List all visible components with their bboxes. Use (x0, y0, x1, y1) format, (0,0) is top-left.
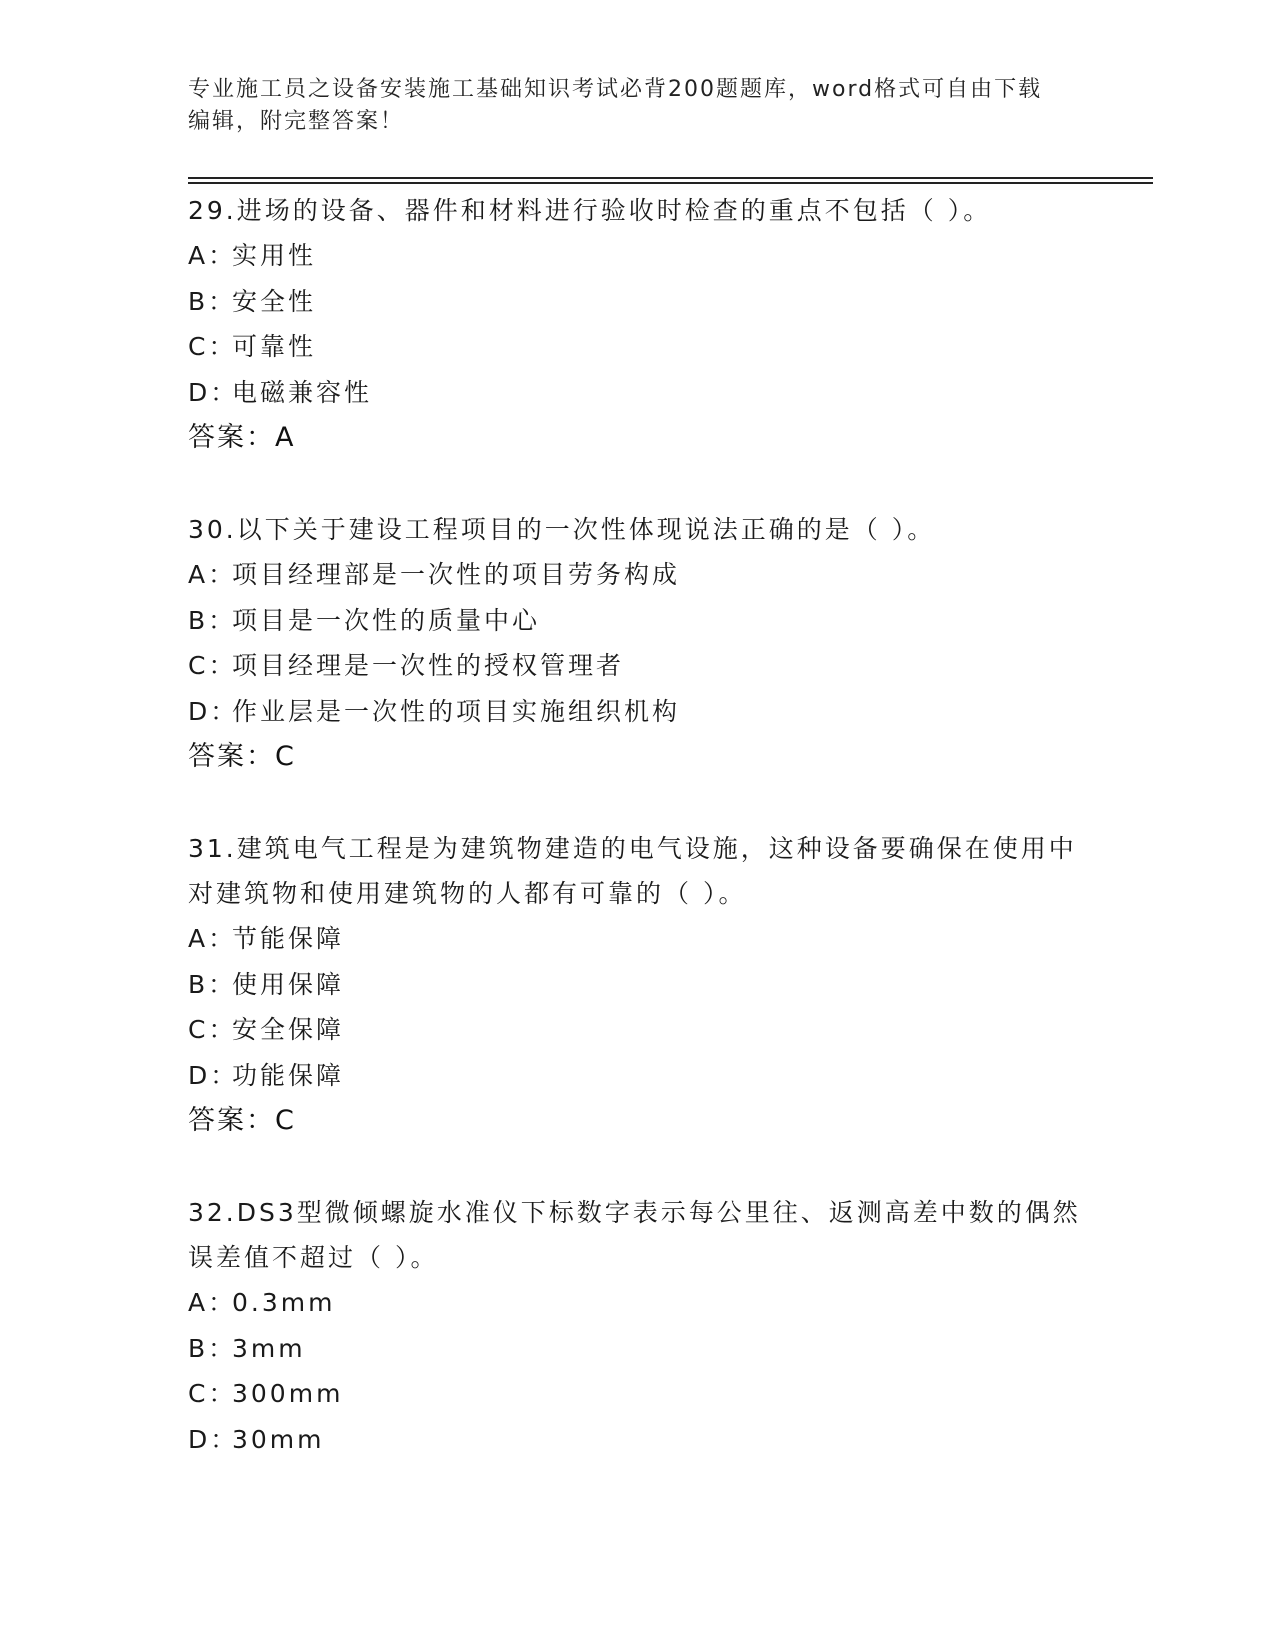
header-divider-bottom (188, 182, 1153, 184)
option-text: 项目是一次性的质量中心 (232, 605, 541, 635)
option-letter: C： (188, 1379, 237, 1408)
option-text: 电磁兼容性 (232, 377, 373, 407)
option-text: 实用性 (232, 241, 317, 270)
option-letter: A： (188, 1288, 237, 1317)
answer-label: 答案：A (188, 422, 296, 453)
option-text: 安全性 (232, 286, 317, 316)
option-text: 项目经理部是一次性的项目劳务构成 (232, 560, 681, 589)
option-letter: D： (188, 696, 239, 726)
option-b (188, 962, 1088, 1008)
option-letter: B： (188, 286, 237, 316)
option-b (188, 1326, 1088, 1372)
option-c (188, 643, 1088, 689)
answer-label: 答案：C (188, 1105, 296, 1136)
option-a (188, 1280, 1088, 1326)
option-text: 项目经理是一次性的授权管理者 (232, 651, 625, 680)
option-letter: C： (188, 1015, 237, 1044)
header-divider-top (188, 177, 1153, 179)
option-letter: D： (188, 1424, 239, 1454)
option-letter: A： (188, 560, 237, 589)
option-letter: C： (188, 332, 237, 361)
option-c (188, 1007, 1088, 1053)
option-text: 3mm (232, 1333, 306, 1363)
option-text: 30mm (232, 1424, 325, 1454)
document-header (188, 74, 1068, 138)
option-a (188, 552, 1088, 598)
question-stem: 32.DS3型微倾螺旋水准仪下标数字表示每公里往、返测高差中数的偶然误差值不超过（ ）。 (188, 1198, 1081, 1272)
header-line-1: 专业施工员之设备安装施工基础知识考试必背200题题库，word格式可自由下载 (188, 77, 1043, 102)
answer-label: 答案：C (188, 741, 296, 772)
option-d (188, 1053, 1088, 1099)
option-c (188, 1371, 1088, 1417)
option-letter: A： (188, 241, 237, 270)
option-letter: A： (188, 924, 237, 953)
option-b (188, 279, 1088, 325)
option-letter: B： (188, 1333, 237, 1363)
option-text: 0.3mm (232, 1288, 336, 1317)
option-d (188, 370, 1088, 416)
option-text: 使用保障 (232, 969, 345, 999)
question-stem: 31.建筑电气工程是为建筑物建造的电气设施，这种设备要确保在使用中对建筑物和使用建筑物的人都有可靠的（ ）。 (188, 834, 1077, 908)
option-letter: B： (188, 969, 237, 999)
option-letter: C： (188, 651, 237, 680)
question-stem: 30.以下关于建设工程项目的一次性体现说法正确的是（ ）。 (188, 515, 936, 544)
question-31 (188, 826, 1088, 1143)
option-a (188, 233, 1088, 279)
option-d (188, 1417, 1088, 1463)
option-a (188, 916, 1088, 962)
option-text: 安全保障 (232, 1015, 345, 1044)
question-29 (188, 188, 1088, 460)
option-letter: D： (188, 377, 239, 407)
option-d (188, 689, 1088, 735)
question-30 (188, 507, 1088, 779)
option-text: 功能保障 (232, 1060, 345, 1090)
option-text: 300mm (232, 1379, 344, 1408)
option-letter: B： (188, 605, 237, 635)
option-letter: D： (188, 1060, 239, 1090)
option-c (188, 324, 1088, 370)
question-stem: 29.进场的设备、器件和材料进行验收时检查的重点不包括（ ）。 (188, 196, 992, 225)
option-text: 作业层是一次性的项目实施组织机构 (232, 696, 681, 726)
header-line-2: 编辑，附完整答案！ (188, 109, 405, 134)
question-32 (188, 1190, 1088, 1462)
option-b (188, 598, 1088, 644)
option-text: 节能保障 (232, 924, 345, 953)
option-text: 可靠性 (232, 332, 317, 361)
